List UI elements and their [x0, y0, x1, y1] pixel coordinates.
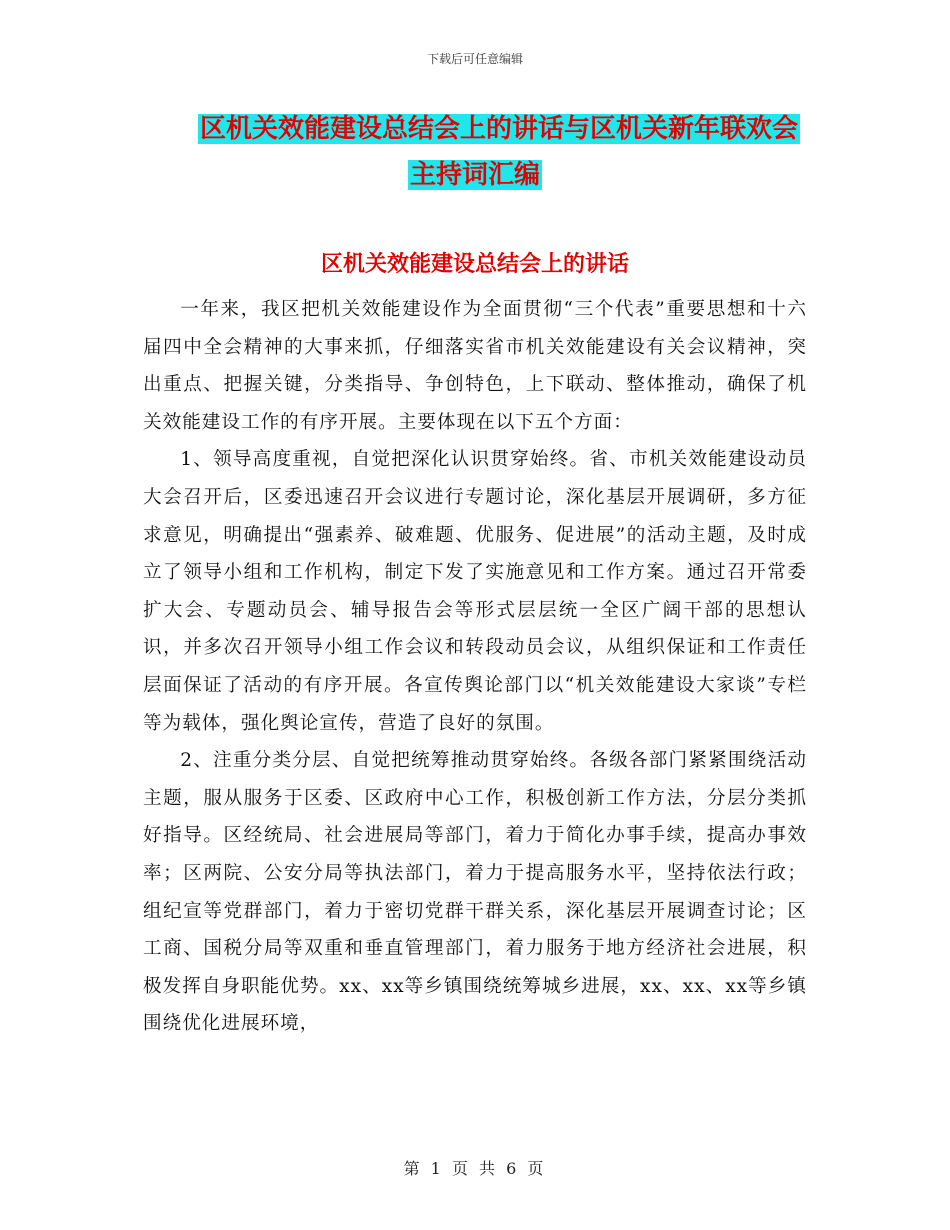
paragraph-intro: 一年来，我区把机关效能建设作为全面贯彻“三个代表”重要思想和十六届四中全会精神的大事来抓，仔细落实省市机关效能建设有关会议精神，突出重点、把握关键，分类指导、争创特色，上下联动、整体推动，确保了机关效能建设工作的有序开展。主要体现在以下五个方面： — [143, 299, 807, 433]
page-header-note: 下载后可任意编辑 — [426, 52, 523, 66]
document-title-line-1 — [0, 110, 950, 148]
document-title-line-2-text: 主持词汇编 — [409, 160, 540, 190]
document-title-line-2 — [0, 156, 950, 194]
page-number-footer: 第 1 页 共 6 页 — [403, 1159, 547, 1178]
document-body — [143, 291, 807, 1043]
section-title: 区机关效能建设总结会上的讲话 — [320, 252, 629, 277]
document-title-line-1-text: 区机关效能建设总结会上的讲话与区机关新年联欢会 — [199, 114, 798, 144]
paragraph-point-2: 2、注重分类分层、自觉把统筹推动贯穿始终。各级各部门紧紧围绕活动主题，服从服务于区委、区政府中心工作，积极创新工作方法，分层分类抓好指导。区经统局、社会进展局等部门，着力于简化办事手续，提高办事效率；区两院、公安分局等执法部门，着力于提高服务水平，坚持依法行政；组纪宣等党群部门，着力于密切党群干群关系，深化基层开展调查讨论；区工商、国税分局等双重和垂直管理部门，着力服务于地方经济社会进展，积极发挥自身职能优势。xx、xx等乡镇围绕统筹城乡进展，xx、xx、xx等乡镇围绕优化进展环境， — [143, 750, 807, 1035]
paragraph-point-1: 1、领导高度重视，自觉把深化认识贯穿始终。省、市机关效能建设动员大会召开后，区委迅速召开会议进行专题讨论，深化基层开展调研，多方征求意见，明确提出“强素养、破难题、优服务、促进展”的活动主题，及时成立了领导小组和工作机构，制定下发了实施意见和工作方案。通过召开常委扩大会、专题动员会、辅导报告会等形式层层统一全区广阔干部的思想认识，并多次召开领导小组工作会议和转段动员会议，从组织保证和工作责任层面保证了活动的有序开展。各宣传舆论部门以“机关效能建设大家谈”专栏等为载体，强化舆论宣传，营造了良好的氛围。 — [143, 449, 807, 734]
